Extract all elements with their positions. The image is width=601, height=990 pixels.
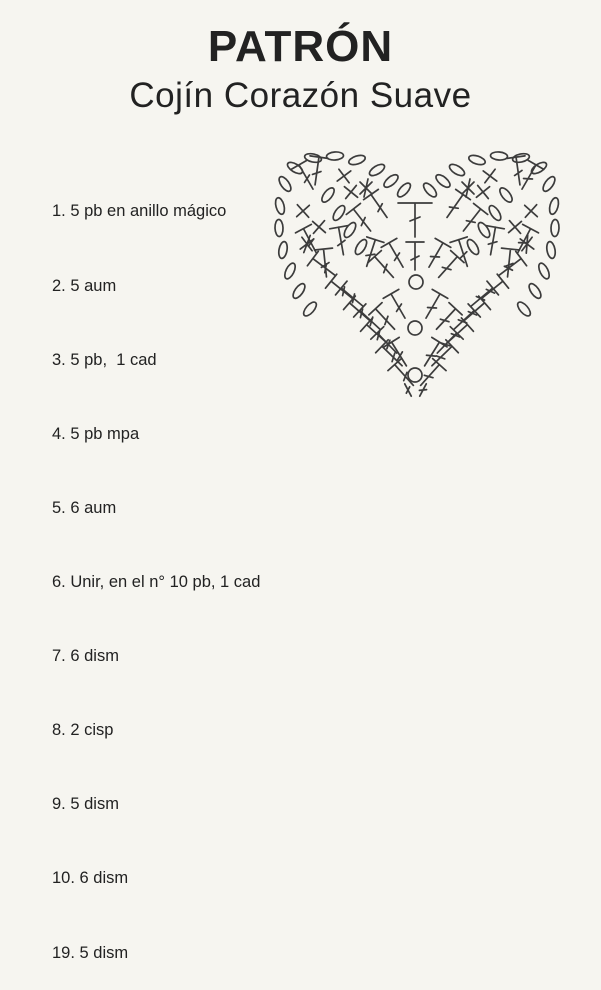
crochet-symbol-ch (468, 154, 487, 167)
crochet-symbol-dc (482, 226, 505, 257)
crochet-symbol-ch (527, 282, 543, 301)
instruction-item: 5. 6 aum (52, 498, 117, 517)
crochet-symbol-sc (525, 205, 538, 218)
crochet-symbol-ch (301, 300, 318, 318)
crochet-symbol-ch (541, 175, 557, 194)
crochet-symbol-ch (434, 172, 452, 189)
crochet-symbol-sc (313, 221, 326, 234)
crochet-symbol-dc (346, 203, 377, 236)
crochet-symbol-dc (448, 304, 481, 336)
crochet-symbol-sc (476, 185, 489, 198)
crochet-symbol-ch (476, 221, 492, 240)
instruction-item: 7. 6 dism (52, 647, 119, 666)
instruction-item: 8. 2 cisp (52, 721, 114, 740)
crochet-symbol-ch (382, 172, 400, 189)
crochet-symbol-dc (431, 327, 463, 360)
crochet-symbol-dc (335, 281, 368, 313)
instruction-item: 1. 5 pb en anillo mágico (52, 202, 227, 221)
crochet-symbol-dc (421, 238, 451, 271)
crochet-symbol-dc (364, 189, 395, 222)
crochet-symbol-dc (330, 226, 353, 257)
crochet-symbol-ch (353, 238, 369, 257)
crochet-symbol-ch (274, 197, 286, 215)
instruction-item: 3. 5 pb, 1 cad (52, 350, 157, 369)
instruction-item: 6. Unir, en el n° 10 pb, 1 cad (52, 572, 261, 591)
crochet-symbol-ch (278, 241, 289, 259)
crochet-symbol-sc (337, 169, 351, 183)
crochet-symbol-ch (320, 186, 337, 204)
page-title: PATRÓN (207, 22, 394, 71)
crochet-symbol-o (408, 368, 422, 382)
crochet-symbol-dc (418, 289, 448, 322)
crochet-symbol-ch (275, 219, 284, 236)
crochet-symbol-dc (295, 224, 324, 257)
crochet-symbol-ch (368, 162, 387, 178)
crochet-symbol-o (408, 321, 422, 335)
crochet-symbol-sc (297, 205, 310, 218)
crochet-symbol-ch (465, 238, 481, 257)
crochet-symbol-ch (283, 262, 298, 281)
instruction-item: 2. 5 aum (52, 276, 117, 295)
crochet-symbol-dc (456, 203, 487, 236)
crochet-symbol-tr (398, 203, 432, 237)
crochet-symbol-ch (498, 186, 515, 204)
crochet-symbol-ch (546, 241, 557, 259)
instruction-item: 10. 6 dism (52, 869, 129, 888)
crochet-symbol-dc (458, 296, 491, 328)
crochet-symbol-sl (417, 382, 429, 397)
crochet-symbol-ch (448, 162, 467, 178)
crochet-symbol-ch (342, 221, 358, 240)
crochet-symbol-ch (395, 181, 412, 199)
crochet-symbol-ch (515, 300, 532, 318)
crochet-symbol-dc (432, 251, 464, 284)
crochet-symbol-ch (277, 175, 293, 194)
crochet-symbol-dc (475, 274, 508, 306)
crochet-symbol-o (409, 275, 423, 289)
crochet-heart-diagram (256, 136, 582, 452)
crochet-symbol-ch (291, 282, 307, 301)
instruction-list (52, 150, 260, 990)
crochet-symbol-ch (348, 154, 367, 167)
crochet-symbol-ch (331, 204, 347, 223)
crochet-symbol-sc (344, 185, 357, 198)
crochet-symbol-dc (368, 251, 400, 284)
crochet-symbol-ch (537, 262, 552, 281)
crochet-symbol-sc (483, 169, 497, 183)
crochet-symbol-dc (465, 281, 498, 313)
instruction-item: 9. 5 dism (52, 795, 119, 814)
crochet-symbol-ch (551, 219, 560, 236)
crochet-symbol-ch (326, 151, 344, 160)
instruction-item: 4. 5 pb mpa (52, 424, 140, 443)
crochet-symbol-dc (406, 242, 424, 270)
crochet-symbol-ch (487, 204, 503, 223)
crochet-symbol-dc (414, 359, 446, 392)
page-subtitle: Cojín Corazón Suave (129, 76, 472, 115)
crochet-symbol-dc (354, 304, 387, 336)
crochet-symbol-sc (509, 221, 522, 234)
crochet-symbol-ch (548, 197, 560, 215)
crochet-symbol-ch (421, 181, 438, 199)
crochet-symbol-dc (509, 224, 538, 257)
crochet-symbol-ch (490, 151, 508, 160)
instruction-item: 19. 5 dism (52, 943, 129, 962)
